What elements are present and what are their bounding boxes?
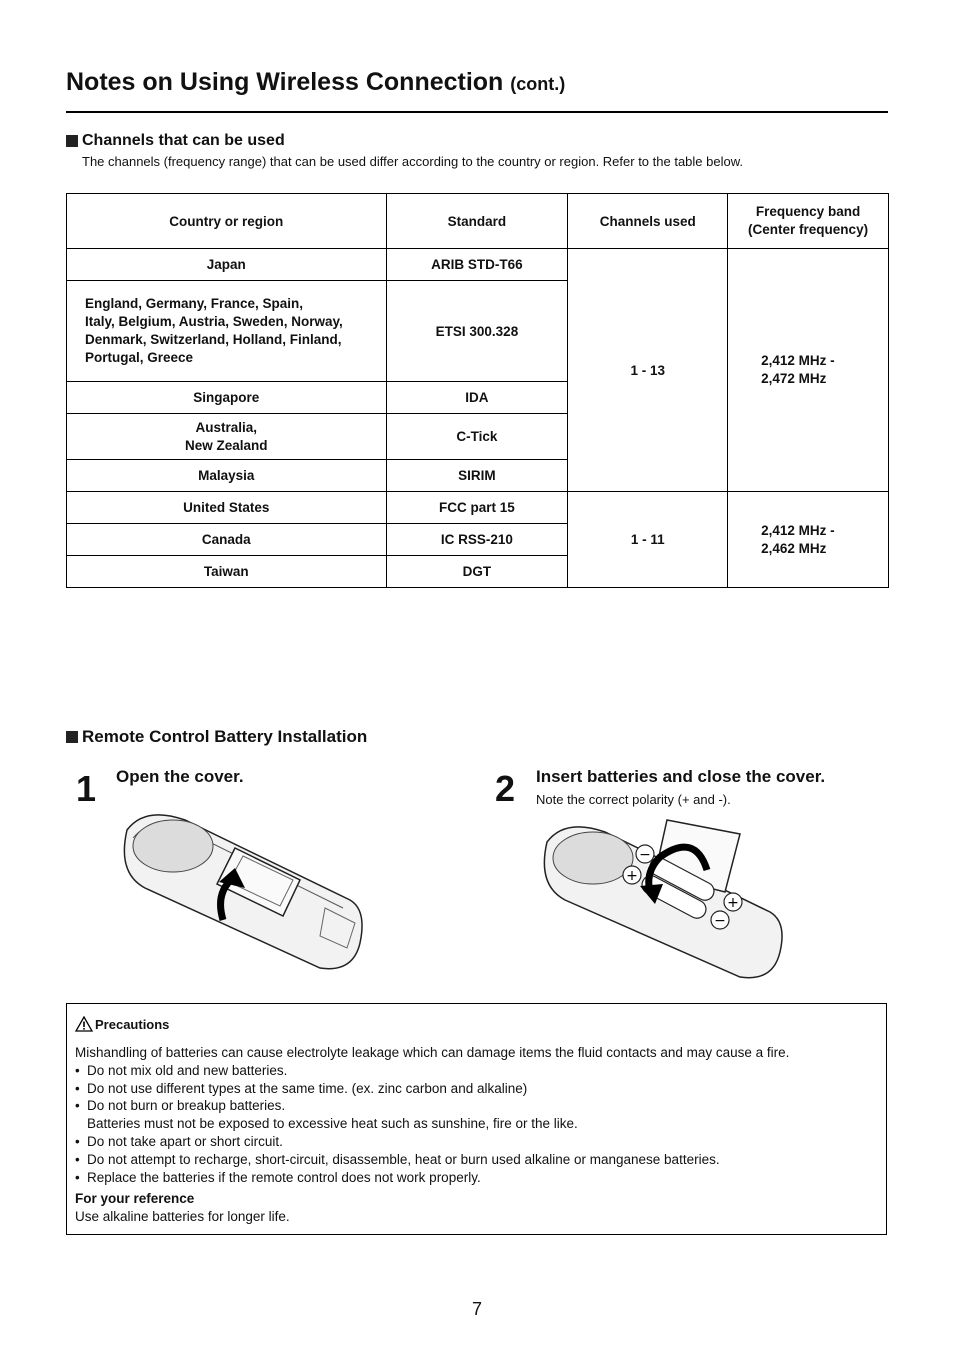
list-item-continuation: Batteries must not be exposed to excessive heat such as sunshine, fire or the like.	[87, 1116, 578, 1132]
square-bullet-icon	[66, 731, 78, 743]
step1-number: 1	[76, 768, 97, 809]
bullet: •	[75, 1098, 80, 1114]
cell-standard: FCC part 15	[386, 492, 568, 524]
precautions-intro: Mishandling of batteries can cause electrolyte leakage which can damage items the fluid contacts and may cause a fire.	[75, 1045, 790, 1060]
freq-line: 2,462 MHz	[761, 540, 827, 556]
reference-heading: For your reference	[75, 1191, 195, 1207]
table-header-row	[67, 194, 889, 249]
bullet: •	[75, 1062, 80, 1078]
reference-text: Use alkaline batteries for longer life.	[75, 1209, 290, 1225]
cell-country: Malaysia	[67, 460, 387, 492]
page-number: 7	[471, 1299, 482, 1319]
header-channels: Channels used	[568, 194, 728, 249]
battery-heading	[66, 727, 367, 747]
cell-country: Canada	[67, 524, 387, 556]
country-line: Italy, Belgium, Austria, Sweden, Norway,	[85, 314, 343, 329]
cell-country	[67, 281, 387, 382]
list-item	[75, 1080, 878, 1098]
country-line: England, Germany, France, Spain,	[85, 296, 304, 311]
bullet: •	[75, 1169, 80, 1185]
svg-text:+: +	[626, 868, 638, 884]
cell-standard: IDA	[386, 382, 568, 414]
freq-line: 2,472 MHz	[761, 371, 827, 386]
cell-country	[67, 414, 387, 460]
freq-line: 2,412 MHz -	[761, 353, 835, 368]
bullet: •	[75, 1080, 80, 1096]
table-row	[67, 249, 889, 281]
list-item-text: Do not use different types at the same time. (ex. zinc carbon and alkaline)	[87, 1080, 528, 1096]
cell-country: Japan	[67, 249, 387, 281]
list-item	[75, 1151, 878, 1169]
cell-standard: DGT	[386, 556, 568, 588]
country-line: Portugal, Greece	[85, 350, 194, 365]
cell-standard: IC RSS-210	[386, 524, 568, 556]
channels-intro: The channels (frequency range) that can be used differ according to the country or region. Refer to the table below.	[82, 154, 743, 169]
cell-country: Singapore	[67, 382, 387, 414]
list-item-text: Do not mix old and new batteries.	[87, 1062, 288, 1078]
header-frequency-sub: (Center frequency)	[748, 222, 869, 237]
precautions-list	[75, 1062, 878, 1187]
step1-title: Open the cover.	[116, 767, 244, 786]
svg-text:−: −	[639, 847, 651, 863]
step2-note: Note the correct polarity (+ and -).	[536, 792, 731, 807]
header-standard: Standard	[386, 194, 568, 249]
cell-frequency-group1	[728, 249, 889, 492]
cell-channels-group1: 1 - 13	[568, 249, 728, 492]
precautions-heading-text: Precautions	[95, 1016, 170, 1032]
cell-standard: ARIB STD-T66	[386, 249, 568, 281]
freq-line: 2,412 MHz -	[761, 522, 835, 538]
svg-text:−: −	[714, 913, 726, 929]
cell-channels-group2: 1 - 11	[568, 492, 728, 588]
bullet: •	[75, 1151, 80, 1167]
table-row	[67, 492, 889, 524]
list-item-text: Do not burn or breakup batteries.	[87, 1098, 286, 1114]
step2-number: 2	[495, 768, 516, 809]
header-country: Country or region	[67, 194, 387, 249]
header-frequency	[728, 194, 889, 249]
list-item-text: Do not attempt to recharge, short-circuit, disassemble, heat or burn used alkaline or manganese batteries.	[87, 1151, 720, 1167]
country-line: Denmark, Switzerland, Holland, Finland,	[85, 332, 342, 347]
channels-table	[66, 193, 889, 588]
precautions-heading	[75, 1016, 169, 1032]
cell-country: United States	[67, 492, 387, 524]
cell-country: Taiwan	[67, 556, 387, 588]
list-item-text: Replace the batteries if the remote control does not work properly.	[87, 1169, 481, 1185]
svg-text:+: +	[727, 895, 739, 911]
warning-icon	[75, 1016, 93, 1032]
square-bullet-icon	[66, 135, 78, 147]
battery-heading-text: Remote Control Battery Installation	[82, 727, 368, 746]
step2-title: Insert batteries and close the cover.	[536, 767, 826, 786]
list-item	[75, 1133, 878, 1151]
country-line: New Zealand	[185, 437, 268, 453]
cell-standard: ETSI 300.328	[386, 281, 568, 382]
cell-standard: SIRIM	[386, 460, 568, 492]
channels-heading	[66, 132, 285, 150]
list-item	[75, 1097, 878, 1133]
cell-frequency-group2	[728, 492, 889, 588]
precautions-box	[66, 1003, 887, 1235]
title-rule	[66, 111, 888, 113]
remote-insert-batteries-illustration	[535, 812, 790, 984]
page-title	[66, 68, 565, 97]
header-frequency-main: Frequency band	[755, 204, 861, 219]
list-item	[75, 1062, 878, 1080]
page-title-text: Notes on Using Wireless Connection	[66, 68, 504, 96]
channels-heading-text: Channels that can be used	[82, 132, 285, 149]
list-item-text: Do not take apart or short circuit.	[87, 1133, 283, 1149]
remote-open-cover-illustration	[115, 808, 370, 978]
precautions-body	[75, 1044, 878, 1226]
page-title-cont: (cont.)	[510, 74, 566, 94]
cell-standard: C-Tick	[386, 414, 568, 460]
country-line: Australia,	[195, 419, 258, 435]
bullet: •	[75, 1133, 80, 1149]
list-item	[75, 1169, 878, 1187]
